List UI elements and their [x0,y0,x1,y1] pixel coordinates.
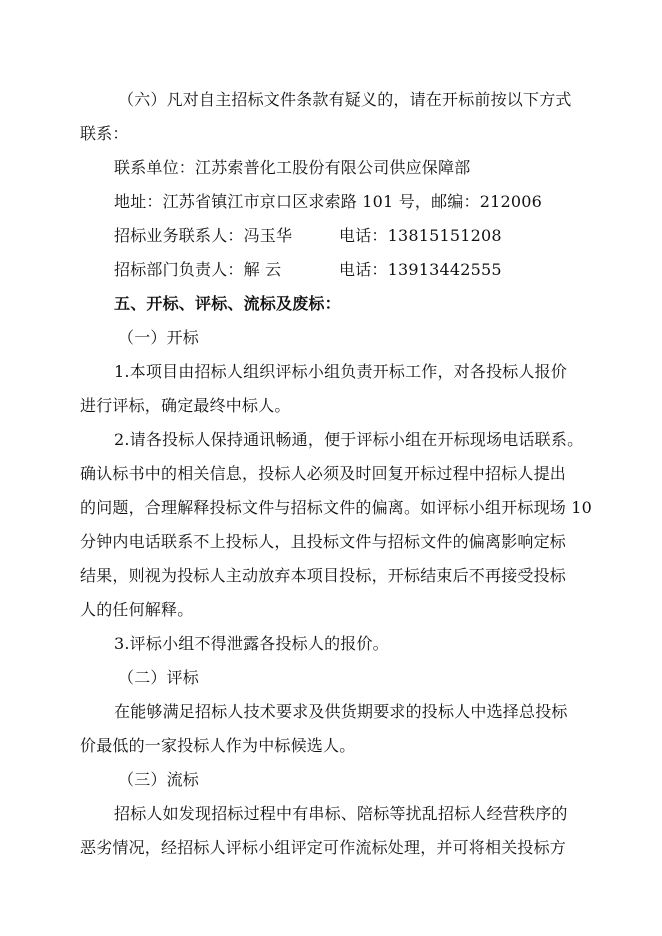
business-contact-label: 招标业务联系人：冯玉华 [114,226,293,245]
failed-bid-line-2: 恶劣情况，经招标人评标小组评定可作流标处理，并可将相关投标方 [80,838,567,857]
item-1-line-2: 进行评标，确定最终中标人。 [80,396,291,415]
item-2-line-6: 人的任何解释。 [80,600,194,619]
paragraph-six-line-2: 联系： [80,124,129,143]
item-2-line-1: 2.请各投标人保持通讯畅通，便于评标小组在开标现场电话联系。 [114,430,584,449]
department-head [114,260,281,280]
contact-unit: 联系单位：江苏索普化工股份有限公司供应保障部 [114,158,471,177]
business-contact-phone: 电话：13815151208 [339,226,502,245]
department-head-label: 招标部门负责人：解 云 [114,260,282,279]
department-head-phone: 电话：13913442555 [339,260,502,279]
item-2-line-5: 结果，则视为投标人主动放弃本项目投标，开标结束后不再接受投标 [80,566,567,585]
business-contact [114,226,292,246]
item-2-line-3: 的问题，合理解释投标文件与招标文件的偏离。如评标小组开标现场 10 [80,498,593,517]
item-2-line-4: 分钟内电话联系不上投标人，且投标文件与招标文件的偏离影响定标 [80,532,567,551]
evaluation-line-1: 在能够满足招标人技术要求及供货期要求的投标人中选择总投标 [114,702,568,721]
paragraph-six-line-1: （六）凡对自主招标文件条款有疑义的，请在开标前按以下方式 [118,90,572,109]
subsection-failed-bid-heading: （三）流标 [118,770,200,789]
item-3: 3.评标小组不得泄露各投标人的报价。 [114,634,389,653]
failed-bid-line-1: 招标人如发现招标过程中有串标、陪标等扰乱招标人经营秩序的 [114,804,568,823]
address: 地址：江苏省镇江市京口区求索路 101 号，邮编：212006 [114,192,542,211]
section-five-heading: 五、开标、评标、流标及废标： [114,294,341,313]
evaluation-line-2: 价最低的一家投标人作为中标候选人。 [80,736,356,755]
subsection-opening-heading: （一）开标 [118,328,200,347]
subsection-evaluation-heading: （二）评标 [118,668,200,687]
item-1-line-1: 1.本项目由招标人组织评标小组负责开标工作，对各投标人报价 [114,362,568,381]
item-2-line-2: 确认标书中的相关信息，投标人必须及时回复开标过程中招标人提出 [80,464,567,483]
